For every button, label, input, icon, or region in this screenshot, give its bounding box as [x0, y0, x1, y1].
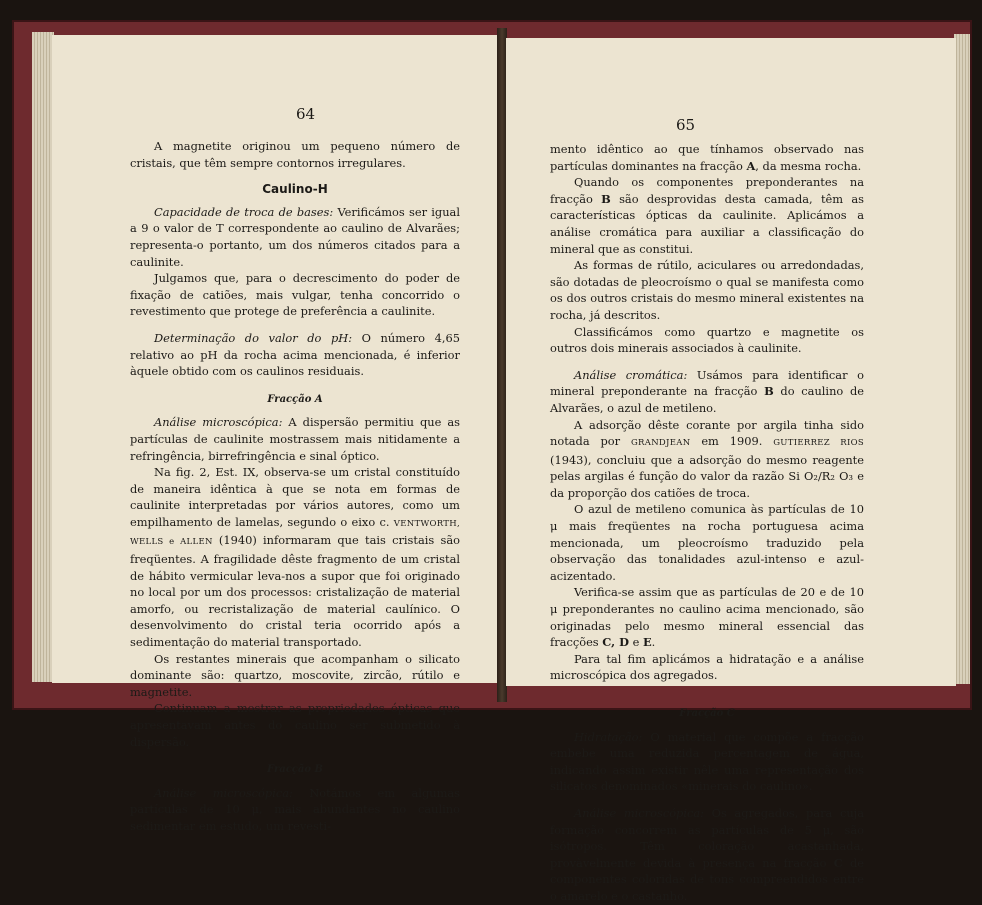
paragraph — [550, 417, 864, 502]
paragraph — [550, 174, 864, 257]
subsection-heading: Fracção B — [267, 764, 323, 776]
fraction-letter: B — [764, 384, 774, 399]
paragraph — [130, 414, 460, 464]
paragraph — [550, 805, 864, 905]
paragraph-body: e — [628, 635, 643, 650]
paragraph-body: são desprovidas desta camada, têm as características ópticas da caulinite. Aplicámos a análise cromática para auxiliar a classificação do mineral que as constitui. — [550, 191, 864, 256]
paragraph — [550, 141, 864, 174]
paragraph-body: Quando os componentes preponderantes na fracção — [550, 175, 864, 206]
paragraph-body: A adsorção dêste corante por argila tinha sido notada por — [550, 417, 864, 449]
right-page — [506, 38, 956, 903]
paragraph-label: Análise cromática: — [574, 367, 688, 382]
paragraph-label: Capacidade de troca de bases: — [154, 204, 334, 219]
paragraph-body: (1940) informaram que tais cristais são freqüentes. A fragilidade dêste fragmento de um cristal de hábito vermicular leva-nos a supor que foi originado no local por um dos processos: cristalização de material amorfo, ou recristalização de material caulínico. O desenvolvimento do cristal teria ocorrido após a sedimentação do material transportado. — [130, 533, 460, 650]
paragraph-body: Notámos em algumas partículas de 10 μ, mais abundantes no caulino sedimentar em estudo, um revesti- — [130, 785, 461, 833]
paragraph-label: Análise microscópica: — [574, 805, 704, 820]
author-name: GRANDJEAN — [630, 438, 691, 449]
subsection-heading: Fracção A — [267, 393, 323, 405]
fraction-letter: C — [833, 855, 843, 870]
author-name: GUTIERREZ RIOS — [773, 438, 864, 449]
paragraph-body: . — [651, 635, 656, 650]
paragraph-label: Determinação do valor do pH: — [154, 330, 353, 345]
paragraph: O azul de metileno comunica às partículas de 10 μ mais freqüentes na rocha portuguesa acima mencionada, um pleocroísmo traduzido pela observação das tonalidades azul-intenso e azul-acizentado. — [550, 502, 864, 583]
paragraph-body: mento idêntico ao que tínhamos observado nas partículas dominantes na fracção — [550, 142, 864, 173]
paragraph-body: , da mesma rocha. — [755, 158, 862, 173]
fraction-letter: A — [746, 158, 756, 173]
paragraph-body: O número 4,65 relativo ao pH da rocha acima mencionada, é inferior àquele obtido com os caulinos residuais. — [130, 330, 460, 379]
paragraph-body: (1943), concluiu que a adsorção do mesmo reagente pelas argilas é função do valor da razão Si O₂/R₂ O₃ e da proporção dos catiões de troca. — [550, 452, 864, 500]
paragraph — [130, 330, 460, 380]
paragraph: Para tal fim aplicámos a hidratação e a análise microscópica dos agregados. — [550, 651, 864, 683]
paragraph: Julgamos que, para o decrescimento do poder de fixação de catiões, mais vulgar, tenha concorrido o revestimento que protege de preferência a caulinite. — [130, 271, 460, 319]
paragraph-body: Usámos para identificar o mineral preponderante na fracção — [550, 367, 864, 399]
paragraph-body: O material que compõe a fracção embebe uma reduzida percentagem de água, indicando assim existir nêle uma representação dos silicatos denominados «minerais do caulino». — [550, 729, 864, 794]
paragraph — [130, 464, 460, 651]
paragraph: Continuam a mostrar as propriedades ópticas que apresentavam antes do caulino ser submetido à dispersão. — [130, 701, 460, 749]
paragraph-body: A dispersão permitiu que as partículas de caulinite mostrassem mais nitidamente a refringência, birrefringência e sinal óptico. — [130, 415, 460, 463]
left-page-edges — [32, 32, 54, 682]
paragraph — [550, 729, 864, 795]
left-page-text — [130, 138, 460, 835]
left-page-number: 64 — [296, 105, 316, 123]
paragraph-body: Na fig. 2, Est. IX, observa-se um cristal constituído de maneira idêntica à que se nota em formas de caulinite interpretadas por vários autores, como um empilhamento de lamelas, segundo o eixo c. — [130, 465, 460, 529]
paragraph-body: em 1909. — [690, 434, 774, 449]
paragraph: A magnetite originou um pequeno número de cristais, que têm sempre contornos irregulares. — [130, 139, 460, 170]
paragraph — [130, 785, 460, 835]
subsection-heading: Fracção C — [679, 708, 735, 719]
paragraph-label: Hidratação: — [574, 729, 643, 744]
author-names: VENTWORTH, WELLS e ALLEN — [130, 518, 460, 548]
paragraph — [130, 204, 460, 270]
right-page-number: 65 — [676, 116, 696, 134]
paragraph-label: Análise microscópica: — [154, 785, 293, 800]
fraction-letter: C, D — [602, 635, 629, 650]
paragraph-body: do caulino de Alvarães, o azul de metileno. — [550, 384, 864, 415]
paragraph: Classificámos como quartzo e magnetite os outros dois minerais associados à caulinite. — [550, 324, 864, 356]
fraction-letter: E — [642, 635, 652, 650]
paragraph-body: de componentes coloridas de tons compreendidos entre o amarelo e o castanho. — [550, 855, 864, 903]
paragraph-body: Os agregados, para cuja formação concorrem as partículas de 5 μ, são isótropos. Têm coloração acastanhada, provàvelmente devida à presença na fracção — [550, 805, 864, 870]
paragraph: Os restantes minerais que acompanham o silicato dominante são: quartzo, moscovite, zircão, rútilo e magnetite. — [130, 651, 460, 699]
paragraph-label: Análise microscópica: — [154, 415, 283, 430]
right-page-edges — [954, 34, 970, 684]
paragraph-body: Verifica-se assim que as partículas de 20 e de 10 μ preponderantes no caulino acima mencionado, são originadas pelo mesmo mineral essencial das fracções — [550, 585, 864, 650]
paragraph: As formas de rútilo, aciculares ou arredondadas, são dotadas de pleocroísmo o qual se manifesta como os dos outros cristais do mesmo mineral existentes na rocha, já descritos. — [550, 258, 864, 322]
right-page-text — [550, 141, 864, 905]
fraction-letter: B — [601, 191, 611, 206]
book-spread — [12, 20, 972, 903]
left-page — [52, 35, 498, 833]
paragraph — [550, 584, 864, 650]
section-heading: Caulino-H — [262, 182, 328, 197]
paragraph — [550, 367, 864, 417]
paragraph-body: Verificámos ser igual a 9 o valor de T correspondente ao caulino de Alvarães; representa-o portanto, um dos números citados para a caulinite. — [130, 204, 460, 269]
